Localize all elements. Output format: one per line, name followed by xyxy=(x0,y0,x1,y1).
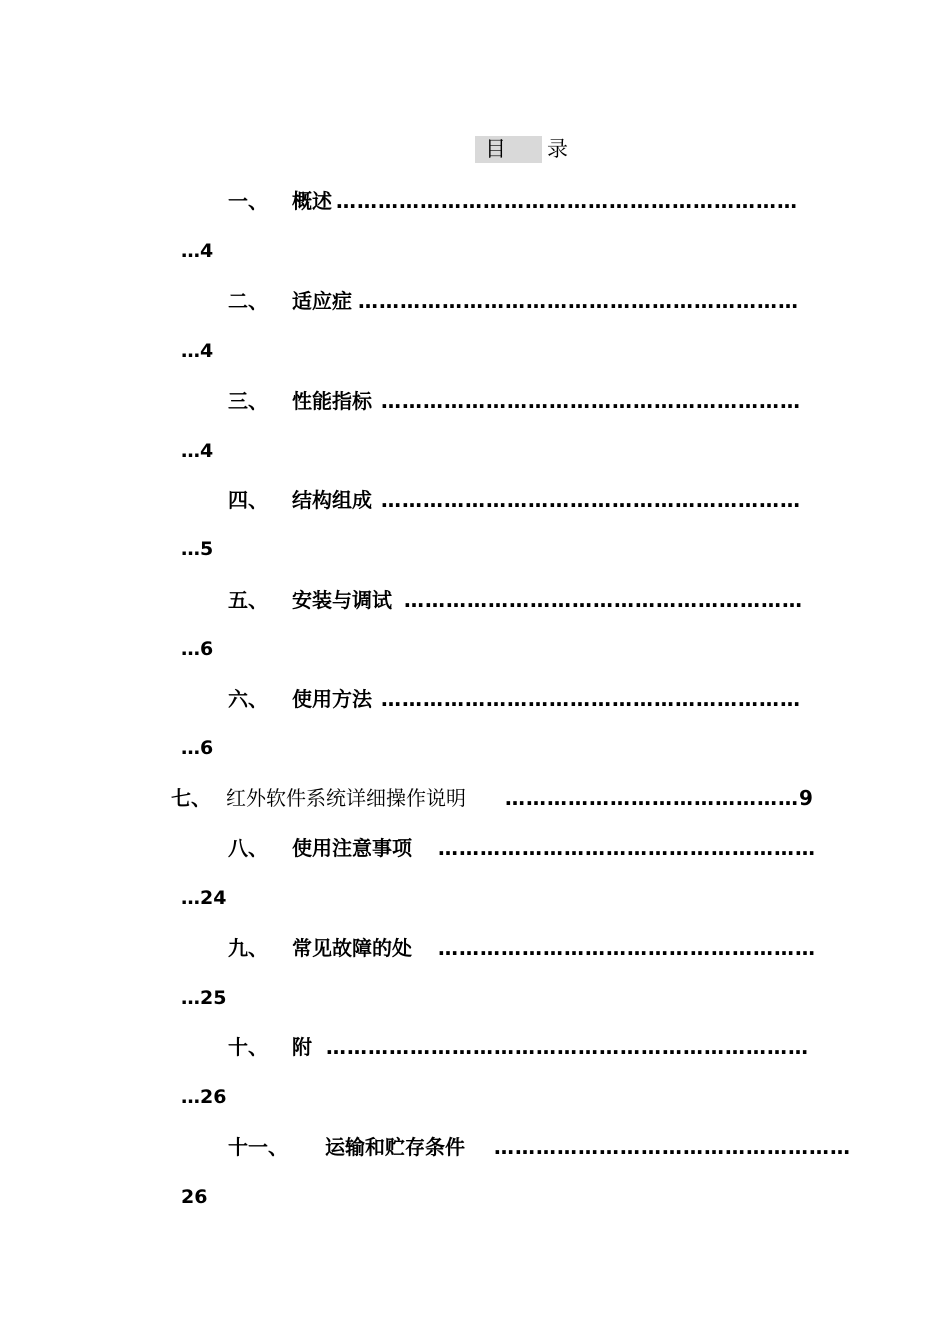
toc-entry-label: 使用注意事项 xyxy=(292,836,412,860)
toc-entry-number: 六、 xyxy=(228,687,268,711)
toc-entry-label: 性能指标 xyxy=(292,389,372,413)
toc-entry-label: 概述 xyxy=(292,189,332,213)
toc-entry-leader: …………………………………………… xyxy=(494,1135,851,1159)
toc-entry-label: 结构组成 xyxy=(292,488,372,512)
toc-entry xyxy=(0,585,950,615)
toc-entry-page: …25 xyxy=(181,987,227,1009)
toc-entry-page: …6 xyxy=(181,638,214,660)
toc-entry-page: 26 xyxy=(181,1186,208,1208)
toc-entry-number: 十、 xyxy=(228,1035,268,1059)
toc-entry xyxy=(0,386,950,416)
toc-entry xyxy=(0,833,950,863)
toc-entry-leader: …………………………………………………………… xyxy=(326,1035,809,1059)
toc-entry-label: 运输和贮存条件 xyxy=(325,1135,465,1159)
toc-entry-page: …6 xyxy=(181,737,214,759)
toc-entry-page: …24 xyxy=(181,887,227,909)
toc-entry-number: 十一、 xyxy=(228,1135,288,1159)
toc-entry xyxy=(0,933,950,963)
toc-entry-leader: …………………………………………………… xyxy=(381,687,801,711)
toc-title: 目 录 xyxy=(475,136,542,163)
toc-entry xyxy=(0,684,950,714)
toc-entry xyxy=(0,783,950,813)
toc-entry-label: 使用方法 xyxy=(292,687,372,711)
toc-entry-leader: ……………………………………………… xyxy=(438,836,816,860)
toc-entry xyxy=(0,1132,950,1162)
toc-entry-number: 七、 xyxy=(171,786,211,810)
toc-entry-number: 一、 xyxy=(228,189,268,213)
toc-entry-page: …4 xyxy=(181,440,214,462)
toc-entry-leader: ……………………………………………… xyxy=(438,936,816,960)
toc-entry-number: 五、 xyxy=(228,588,268,612)
toc-entry-page: …4 xyxy=(181,340,214,362)
toc-entry-leader: …………………………………………………… xyxy=(381,389,801,413)
toc-entry-number: 四、 xyxy=(228,488,268,512)
toc-entry-label: 适应症 xyxy=(292,289,352,313)
toc-entry xyxy=(0,286,950,316)
toc-entry-number: 二、 xyxy=(228,289,268,313)
toc-entry-number: 九、 xyxy=(228,936,268,960)
toc-entry-leader: ………………………………………………… xyxy=(404,588,803,612)
toc-entry-label: 红外软件系统详细操作说明 xyxy=(226,786,466,810)
toc-entry-page: …5 xyxy=(181,538,214,560)
toc-entry-leader: …………………………………………………… xyxy=(381,488,801,512)
toc-entry-page: …26 xyxy=(181,1086,227,1108)
toc-entry-label: 附 xyxy=(292,1035,312,1059)
toc-entry-label: 安装与调试 xyxy=(292,588,392,612)
toc-entry-number: 八、 xyxy=(228,836,268,860)
toc-entry-leader: ……………………………………9 xyxy=(505,786,814,810)
toc-entry-number: 三、 xyxy=(228,389,268,413)
toc-entry xyxy=(0,186,950,216)
toc-entry xyxy=(0,1032,950,1062)
toc-entry xyxy=(0,485,950,515)
toc-entry-page: …4 xyxy=(181,240,214,262)
toc-entry-leader: ………………………………………………………… xyxy=(336,189,798,213)
toc-entry-leader: ……………………………………………………… xyxy=(358,289,799,313)
toc-entry-label: 常见故障的处 xyxy=(292,936,412,960)
